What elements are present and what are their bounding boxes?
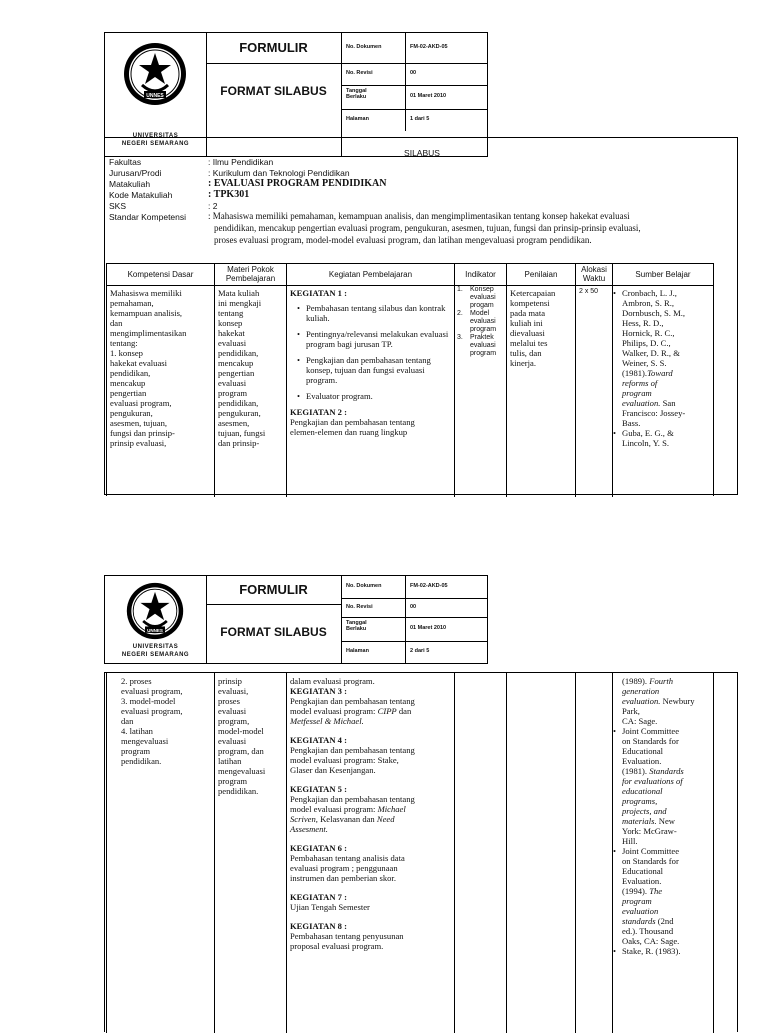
kegiatan-5-title: KEGIATAN 5 : [290, 784, 347, 794]
indikator-line: evaluasi [470, 318, 496, 325]
penilaian-line: Ketercapaian [510, 288, 556, 298]
formulir-title: FORMULIR [206, 576, 341, 605]
sumber-cell-2 [614, 676, 712, 962]
kd-line: asesmen, tujuan, [110, 418, 168, 428]
matakuliah-value: : EVALUASI PROGRAM PENDIDIKAN [208, 178, 387, 189]
halaman-value: 2 dari 5 [405, 641, 486, 663]
penilaian-cell [510, 288, 574, 368]
kegiatan-6-line: evaluasi program ; penggunaan [290, 863, 398, 873]
th-materi-pokok: Materi Pokok Pembelajaran [225, 265, 276, 283]
kegiatan-1-list [294, 303, 452, 401]
materi-line: program, [218, 716, 250, 726]
svg-text:UNNES: UNNES [146, 93, 164, 99]
no-dokumen-label: No. Dokumen [346, 583, 382, 589]
no-dokumen-value: FM-02-AKD-05 [405, 576, 486, 598]
kd-line: kemampuan analisis, [110, 308, 183, 318]
materi-line: pendidikan. [218, 786, 259, 796]
kd-line: Mahasiswa memiliki [110, 288, 182, 298]
kd-line: pemahaman, [110, 298, 154, 308]
kd-line: 3. model-model [121, 696, 176, 706]
sumber-cell [614, 288, 712, 454]
standar-kompetensi-line1: : Mahasiswa memiliki pemahaman, kemampuan analisis, dan mengimplimentasikan tentang konsep hakekat evaluasi [208, 211, 630, 221]
th-indikator: Indikator [465, 270, 496, 279]
silabus-table-1 [106, 263, 714, 496]
sumber-item-cronbach: • Cronbach, L. J., Ambron, S. R., Dornbusch, S. M., Hess, R. D., Hornick, R. C., Philips, D. C., Walker, D. R., & Weiner, S. S. (1981).Toward reforms of program evaluation. San Francisco: Jossey- Bass. [622, 288, 712, 428]
university-name-line1: UNIVERSITAS [132, 644, 179, 650]
kd-line: pendidikan, [110, 368, 151, 378]
kode-value: : TPK301 [208, 189, 250, 200]
no-dokumen-label: No. Dokumen [346, 44, 382, 50]
indikator-line: Praktek [470, 334, 494, 341]
materi-line: evaluasi [218, 736, 247, 746]
th-sumber: Sumber Belajar [635, 270, 691, 279]
kode-label: Kode Matakuliah [109, 190, 173, 200]
silabus-page-2 [104, 672, 738, 1032]
kegiatan-5-line1: Pengkajian dan pembahasan tentang [290, 794, 415, 804]
materi-line: pengukuran, [218, 408, 261, 418]
th-alokasi: Alokasi Waktu [581, 265, 607, 283]
kd-line: 4. latihan [121, 726, 153, 736]
kegiatan-4-text [290, 745, 452, 775]
kegiatan-1-item: • Evaluator program. [306, 391, 452, 401]
materi-line: pendidikan, [218, 348, 259, 358]
jurusan-value: : Kurikulum dan Teknologi Pendidikan [208, 168, 350, 178]
materi-line: program [218, 388, 248, 398]
materi-line: pendidikan, [218, 398, 259, 408]
kd-line: dan [110, 318, 123, 328]
kegiatan-2-title: KEGIATAN 2 : [290, 407, 347, 417]
halaman-label: Halaman [346, 116, 369, 122]
indikator-number: 3. [457, 334, 463, 341]
indikator-line: program [470, 350, 497, 357]
silabus-title: SILABUS [404, 148, 440, 158]
no-revisi-value: 00 [405, 63, 486, 85]
kegiatan-1-title: KEGIATAN 1 : [290, 288, 347, 298]
materi-line: proses [218, 696, 240, 706]
sumber-item-jc-1981: • Joint Committee on Standards for Educational Evaluation. (1981). Standards for evaluations of educational programs, projects, and materials. New York: McGraw- Hill. [622, 726, 712, 846]
penilaian-line: dievaluasi [510, 328, 545, 338]
indikator-cell [456, 286, 506, 358]
kd-line: tentang: [110, 338, 138, 348]
materi-line: ini mengkaji [218, 298, 262, 308]
fakultas-label: Fakultas [109, 157, 142, 167]
kegiatan-7-text [290, 902, 452, 912]
university-name-line1: UNIVERSITAS [132, 133, 179, 139]
sks-label: SKS [109, 201, 127, 211]
penilaian-line: kuliah ini [510, 318, 543, 328]
university-logo-block-2 [105, 576, 207, 663]
materi-line: evaluasi [218, 706, 247, 716]
penilaian-line: melalui tes [510, 338, 548, 348]
kegiatan-4-line: Pengkajian dan pembahasan tentang [290, 745, 415, 755]
no-revisi-label: No. Revisi [346, 70, 373, 76]
kompetensi-dasar-cell [110, 288, 213, 448]
kegiatan-continued: dalam evaluasi program. [290, 676, 375, 686]
kegiatan-2-text [290, 417, 452, 437]
kd-line: program [121, 746, 151, 756]
kd-line: 1. konsep [110, 348, 143, 358]
university-name-line2: NEGERI SEMARANG [121, 652, 190, 658]
sks-value: : 2 [208, 201, 218, 211]
kd-line: dan [121, 716, 134, 726]
indikator-item [456, 334, 506, 358]
standar-kompetensi-label: Standar Kompetensi [109, 212, 187, 222]
th-kompetensi-dasar: Kompetensi Dasar [127, 270, 194, 279]
materi-line: mengevaluasi [218, 766, 266, 776]
kegiatan-4-line: model evaluasi program: Stake, [290, 755, 399, 765]
kegiatan-1-item: • Pengkajian dan pembahasan tentang konsep, tujuan dan fungsi evaluasi program. [306, 355, 452, 385]
standar-kompetensi-line3: proses evaluasi program, model-model evaluasi program, dan latihan mengevaluasi program pendidikan. [214, 235, 592, 245]
materi-line: evaluasi [218, 338, 247, 348]
kegiatan-2-line: elemen-elemen dan ruang lingkup [290, 427, 408, 437]
halaman-label: Halaman [346, 648, 369, 654]
materi-line: model-model [218, 726, 264, 736]
no-dokumen-value: FM-02-AKD-05 [405, 33, 486, 63]
indikator-line: Model [470, 310, 490, 317]
indikator-number: 2. [457, 310, 463, 317]
kegiatan-4-title: KEGIATAN 4 : [290, 735, 347, 745]
kegiatan-2-line: Pengkajian dan pembahasan tentang [290, 417, 415, 427]
no-revisi-label: No. Revisi [346, 604, 373, 610]
kegiatan-3-line1: Pengkajian dan pembahasan tentang [290, 696, 415, 706]
kd-line: pengukuran, [110, 408, 153, 418]
materi-line: tentang [218, 308, 244, 318]
indikator-item [456, 310, 506, 334]
kd-line: 2. proses [121, 676, 152, 686]
materi-line: Mata kuliah [218, 288, 260, 298]
materi-pokok-cell [218, 288, 285, 448]
sumber-item-guba: • Guba, E. G., & Lincoln, Y. S. [622, 428, 712, 448]
kegiatan-7-line: Ujian Tengah Semester [290, 902, 370, 912]
kd-line: prinsip evaluasi, [110, 438, 167, 448]
kegiatan-5-line2: model evaluasi program: Michael [290, 804, 406, 814]
tanggal-berlaku-value: 01 Maret 2010 [405, 85, 486, 109]
silabus-page-1 [104, 137, 738, 495]
kegiatan-1-item: • Pembahasan tentang silabus dan kontrak kuliah. [306, 303, 452, 323]
unnes-emblem-icon [122, 41, 188, 107]
format-silabus-title: FORMAT SILABUS [220, 625, 327, 639]
indikator-line: program [470, 326, 497, 333]
materi-line: program [218, 776, 248, 786]
sumber-guba-continued: (1989). Fourth generation evaluation. Newbury Park, CA: Sage. [622, 676, 695, 726]
no-revisi-value: 00 [405, 598, 486, 617]
kd-line: hakekat evaluasi [110, 358, 168, 368]
indikator-line: evaluasi [470, 294, 496, 301]
kd-line: mencakup [110, 378, 146, 388]
matakuliah-label: Matakuliah [109, 179, 151, 189]
kegiatan-cell-2 [290, 676, 452, 951]
kd-line: evaluasi program, [121, 686, 183, 696]
kegiatan-1-item: • Pentingnya/relevansi melakukan evaluasi program bagi jurusan TP. [306, 329, 452, 349]
kegiatan-4-line: Glaser dan Kesenjangan. [290, 765, 376, 775]
indikator-line: progam [470, 302, 494, 309]
kegiatan-8-text [290, 931, 452, 951]
kompetensi-dasar-cell-2 [121, 676, 213, 766]
materi-line: evaluasi [218, 378, 247, 388]
sumber-item-stake: • Stake, R. (1983). [622, 946, 712, 956]
materi-line: tujuan, fungsi [218, 428, 266, 438]
indikator-line: Konsep [470, 286, 494, 293]
jurusan-label: Jurusan/Prodi [109, 168, 162, 178]
materi-pokok-cell-2 [218, 676, 285, 796]
unnes-emblem-icon [125, 581, 185, 641]
alokasi-cell: 2 x 50 [579, 288, 599, 295]
kd-line: evaluasi program, [121, 706, 183, 716]
materi-line: latihan [218, 756, 242, 766]
kegiatan-5-line3: Scriven, Kelasvanan dan Need [290, 814, 395, 824]
silabus-table-2 [106, 673, 714, 1033]
kd-line: mengevaluasi [121, 736, 169, 746]
materi-line: konsep [218, 318, 243, 328]
tanggal-berlaku-label: Tanggal Berlaku [346, 88, 367, 100]
kegiatan-8-line: Pembahasan tentang penyusunan [290, 931, 404, 941]
materi-line: dan prinsip- [218, 438, 260, 448]
materi-line: asesmen, [218, 418, 250, 428]
penilaian-line: kinerja. [510, 358, 537, 368]
materi-line: program, dan [218, 746, 264, 756]
kegiatan-3-line3: Metfessel & Michael. [290, 716, 364, 726]
penilaian-line: kompetensi [510, 298, 550, 308]
kd-line: evaluasi program, [110, 398, 172, 408]
kegiatan-6-line: Pembahasan tentang analisis data [290, 853, 405, 863]
kegiatan-3-line2: model evaluasi program: CIPP dan [290, 706, 412, 716]
materi-line: evaluasi, [218, 686, 249, 696]
document-meta-2 [341, 576, 488, 663]
materi-line: hakekat [218, 328, 245, 338]
tanggal-berlaku-value: 01 Maret 2010 [405, 617, 486, 641]
kegiatan-8-line: proposal evaluasi program. [290, 941, 384, 951]
th-penilaian: Penilaian [524, 270, 558, 279]
materi-line: prinsip [218, 676, 242, 686]
materi-line: mencakup [218, 358, 254, 368]
svg-text:UNNES: UNNES [147, 627, 163, 633]
kegiatan-6-text [290, 853, 452, 883]
kegiatan-6-title: KEGIATAN 6 : [290, 843, 347, 853]
tanggal-berlaku-label: Tanggal Berlaku [346, 620, 367, 632]
form-header-2 [104, 575, 488, 664]
kd-line: pengertian [110, 388, 147, 398]
kd-line: pendidikan. [121, 756, 162, 766]
format-silabus-title: FORMAT SILABUS [220, 84, 327, 98]
sumber-item-jc-1994: • Joint Committee on Standards for Educational Evaluation. (1994). The program evaluation standards (2nd ed.). Thousand Oaks, CA: Sage. [622, 846, 712, 946]
indikator-item [456, 286, 506, 310]
kegiatan-cell [290, 288, 452, 437]
indikator-line: evaluasi [470, 342, 496, 349]
standar-kompetensi-line2: pendidikan, mencakup pengertian evaluasi program, pengukuran, asesmen, tujuan, fungsi dan prinsip-prinsip evaluasi, [214, 223, 641, 233]
university-name-line2: NEGERI SEMARANG [121, 141, 190, 147]
indikator-number: 1. [457, 286, 463, 293]
kegiatan-6-line: instrumen dan pemberian skor. [290, 873, 396, 883]
halaman-value: 1 dari 5 [405, 109, 486, 131]
kd-line: fungsi dan prinsip- [110, 428, 175, 438]
materi-line: pengertian [218, 368, 255, 378]
th-kegiatan: Kegiatan Pembelajaran [328, 270, 413, 279]
fakultas-value: : Ilmu Pendidikan [208, 157, 274, 167]
penilaian-line: pada mata [510, 308, 546, 318]
kegiatan-8-title: KEGIATAN 8 : [290, 921, 347, 931]
formulir-title: FORMULIR [206, 33, 341, 64]
kegiatan-7-title: KEGIATAN 7 : [290, 892, 347, 902]
kegiatan-3-title: KEGIATAN 3 : [290, 686, 347, 696]
kd-line: mengimplimentasikan [110, 328, 187, 338]
kegiatan-5-line4: Assesment. [290, 824, 328, 834]
penilaian-line: tulis, dan [510, 348, 542, 358]
